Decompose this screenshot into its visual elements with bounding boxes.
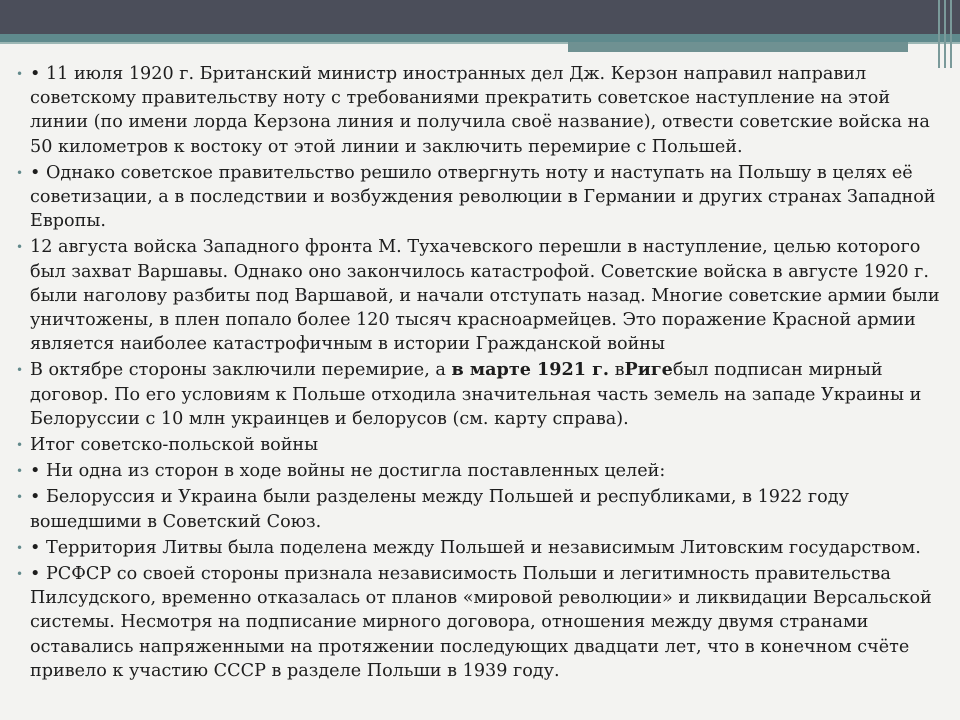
- accent-band: [0, 34, 960, 42]
- item-bold-place: Риге: [624, 359, 673, 381]
- bullet-marker: •: [16, 540, 24, 555]
- item-bold-date: в марте 1921 г.: [451, 359, 610, 381]
- bullet-marker: •: [16, 363, 24, 378]
- list-item: [16, 459, 944, 483]
- list-item: [16, 562, 944, 683]
- item-text: • Белоруссия и Украина были разделены между Польшей и республиками, в 1922 году вошедшими в Советский Союз.: [30, 487, 849, 532]
- item-text: • Однако советское правительство решило отвергнуть ноту и наступать на Польшу в целях её советизации, а в последствии и возбуждения революции в Германии и других странах Западной Европы.: [30, 162, 936, 232]
- item-text: • Территория Литвы была поделена между Польшей и независимым Литовским государством.: [30, 537, 921, 558]
- list-item: [16, 235, 944, 356]
- decor-line: [938, 0, 940, 68]
- item-text: • Ни одна из сторон в ходе войны не достигла поставленных целей:: [30, 461, 666, 482]
- list-item: [16, 536, 944, 560]
- list-item: [16, 161, 944, 234]
- item-text: Итог советско-польской войны: [30, 435, 319, 456]
- bullet-marker: •: [16, 240, 24, 255]
- item-text-part: в: [609, 360, 625, 381]
- bullet-marker: •: [16, 438, 24, 453]
- bullet-marker: •: [16, 165, 24, 180]
- item-text-part: был подписан мирный договор. По его условиям к Польше отходила значительная часть земель на западе Украины и Белоруссии с 10 млн украинцев и белорусов (см. карту справа).: [30, 360, 922, 429]
- header-bar: [0, 0, 960, 34]
- item-text: 12 августа войска Западного фронта М. Тухачевского перешли в наступление, целью которого был захват Варшавы. Однако оно закончилось катастрофой. Советские войска в августе 1920 г. были наголову разбиты под Варшавой, и начали отступать назад. Многие советские армии были уничтожены, в плен попало более 120 тысяч красноармейцев. Это поражение Красной армии является наиболее катастрофичным в истории Гражданской войны: [30, 237, 940, 355]
- item-text: • 11 июля 1920 г. Британский министр иностранных дел Дж. Керзон направил направил советскому правительству ноту с требованиями прекратить советское наступление на этой линии (по имени лорда Керзона линия и получила своё название), отвести советские войска на 50 километров к востоку от этой линии и заключить перемирие с Польшей.: [30, 64, 930, 157]
- list-item: [16, 433, 944, 457]
- bullet-marker: •: [16, 567, 24, 582]
- slide-body: [16, 62, 944, 685]
- item-text: • РСФСР со своей стороны признала независимость Польши и легитимность правительства Пилсудского, временно отказалась от планов «мировой революции» и ликвидации Версальской системы. Несмотря на подписание мирного договора, отношения между двумя странами оставались напряженными на протяжении последующих двадцати лет, что в конечном счёте привело к участию СССР в разделе Польши в 1939 году.: [30, 564, 932, 681]
- list-item: [16, 358, 944, 431]
- bullet-marker: •: [16, 464, 24, 479]
- list-item: [16, 62, 944, 159]
- item-text-part: В октябре стороны заключили перемирие, а: [30, 360, 452, 381]
- decor-line: [950, 0, 952, 68]
- decor-line: [944, 0, 946, 68]
- list-item: [16, 485, 944, 533]
- bullet-marker: •: [16, 490, 24, 505]
- accent-tab: [568, 42, 908, 52]
- bullet-marker: •: [16, 67, 24, 81]
